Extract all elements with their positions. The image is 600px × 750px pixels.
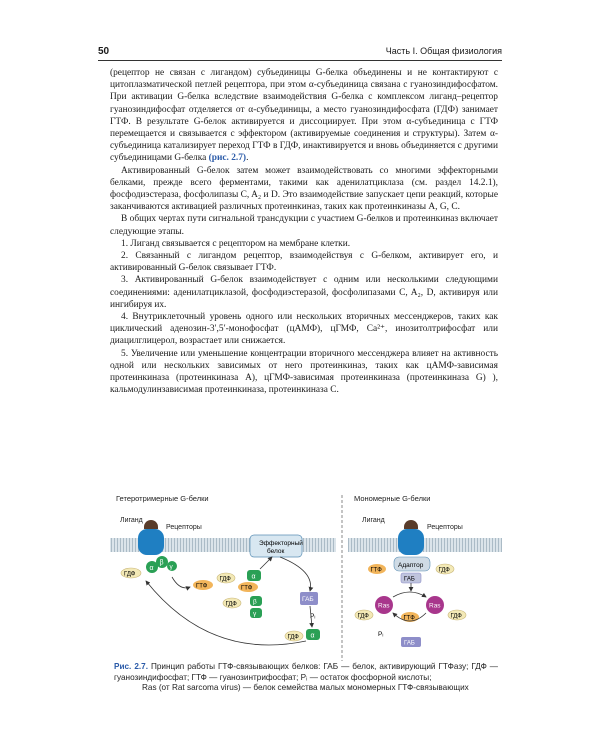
svg-text:Ras: Ras (378, 602, 390, 610)
svg-text:Ras: Ras (429, 602, 441, 610)
svg-text:ГАБ: ГАБ (404, 576, 415, 583)
svg-text:ГАБ: ГАБ (404, 640, 415, 647)
step-1: 1. Лиганд связывается с рецептором на мембране клетки. (121, 238, 351, 249)
receptor-left (138, 529, 164, 555)
right-panel-title: Мономерные G-белки (354, 494, 431, 503)
svg-text:β: β (253, 598, 257, 606)
svg-text:β: β (159, 559, 164, 567)
svg-text:ГДФ: ГДФ (287, 634, 299, 641)
svg-text:α: α (251, 573, 256, 581)
svg-text:γ: γ (253, 610, 257, 618)
svg-text:ГДФ: ГДФ (124, 571, 136, 578)
receptors-label-left: Рецепторы (166, 524, 202, 531)
svg-text:α: α (149, 565, 154, 572)
body-text (110, 67, 498, 396)
right-membrane (348, 538, 502, 552)
svg-text:ГТФ: ГТФ (403, 615, 415, 622)
caption-line-3: Ras (от Rat sarcoma virus) — белок семейства малых мономерных ГТФ-связывающих (142, 683, 469, 693)
figure-reference-link[interactable]: (рис. 2.7) (208, 153, 247, 164)
svg-text:ГТФ: ГТФ (241, 585, 253, 592)
running-header (98, 46, 502, 60)
svg-text:Эффекторный: Эффекторный (259, 540, 303, 547)
ligand-right (404, 520, 418, 529)
figure-caption (114, 662, 498, 694)
step-5: 5. Увеличение или уменьшение концентрации вторичного мессенджера влияет на активность одной или нескольких зависимых от него протеинкиназ, таких как цАМФ-зависимая протеинкиназа (протеинкиназа A), цГМФ-зависимая протеинкиназа (протеинкиназа G) ), кальмодулинзависимая протеинкиназа, протеинкиназа C. (110, 348, 498, 396)
svg-text:ГДФ: ГДФ (438, 567, 450, 574)
step-4: 4. Внутриклеточный уровень одного или нескольких вторичных мессенджеров, таких как циклический аденозин-3′,5′-монофосфат (цАМФ), цГМФ, Ca²⁺, инозитолтрифосфат или диацилглицерол, возрастает или снижается. (110, 312, 498, 347)
receptor-right (398, 529, 424, 555)
svg-text:ГАБ: ГАБ (302, 596, 314, 603)
paragraph-1: (рецептор не связан с лигандом) субъединицы G-белка объединены и не контактируют с цитоплазматической петлей рецептора, при этом α-субъединица связана с гуанозиндифосфатом. При активации G-белка вследствие взаимодействия G-белка с комплексом лиганд–рецептор гуанозиндифосфат отделяется от α-субъединицы, а место гуанозиндифосфата (ГДФ) занимает ГТФ. В результате G-белок активируется и диссоциирует. При этом α-субъединица с ГТФ перемещается и связывается с эффектором (активируемые соединения и структуры). Затем α-субъединица катализирует переход ГТФ в ГДФ, инактивируется и вновь объединяется с другими субъединицами G-белка (рис. 2.7). (110, 68, 498, 164)
part-title: Часть I. Общая физиология (385, 46, 502, 56)
caption-label: Рис. 2.7. (114, 662, 148, 671)
svg-text:ГДФ: ГДФ (450, 613, 462, 620)
pi-left: Pᵢ (310, 613, 316, 620)
svg-text:ГДФ: ГДФ (219, 576, 231, 583)
svg-text:ГДФ: ГДФ (225, 601, 237, 608)
page-number: 50 (98, 46, 110, 57)
ligand-left (144, 520, 158, 529)
pi-right: Pᵢ (378, 631, 384, 638)
step-2: 2. Связанный с лигандом рецептор, взаимодействуя с G-белком, активирует его, и активированный G-белок связывает ГТФ. (110, 251, 498, 274)
svg-text:ГДФ: ГДФ (357, 613, 369, 620)
svg-text:α: α (310, 632, 315, 640)
caption-text: Принцип работы ГТФ-связывающих белков: ГАБ — белок, активирующий ГТФазу; ГДФ — гуанозиндифосфат; ГТФ — гуанозинтрифосфат; Pᵢ — остаток фосфорной кислоты; (114, 662, 498, 682)
receptors-label-right: Рецепторы (427, 524, 463, 531)
ligand-label-right: Лиганд (362, 517, 385, 524)
svg-text:γ: γ (169, 563, 173, 571)
step-3: 3. Активированный G-белок взаимодействует с одним или несколькими следующими соединениями: аденилатциклазой, фосфодиэстеразой, фосфолипазами C, A₂, D, активируя или ингибируя их. (110, 275, 498, 310)
svg-text:ГТФ: ГТФ (196, 583, 208, 590)
left-panel-title: Гетеротримерные G-белки (116, 494, 209, 503)
svg-text:белок: белок (267, 548, 285, 555)
header-rule (98, 60, 502, 61)
ligand-label-left: Лиганд (120, 517, 143, 524)
svg-text:Адаптор: Адаптор (398, 562, 424, 569)
paragraph-2: Активированный G-белок затем может взаимодействовать со многими эффекторными белками, прежде всего ферментами, такими как аденилатциклаза (см. раздел 14.2.1), фосфодиэстераза, фосфолипазы C, A₂ и D. Это взаимодействие запускает цепи реакций, которые заканчиваются активацией различных протеинкиназ, таких как протеинкиназы A, G, C. (110, 165, 498, 213)
paragraph-3: В общих чертах пути сигнальной трансдукции с участием G-белков и протеинкиназ включает следующие этапы. (110, 214, 498, 237)
figure-2-7 (110, 491, 502, 687)
svg-text:ГТФ: ГТФ (370, 567, 382, 574)
